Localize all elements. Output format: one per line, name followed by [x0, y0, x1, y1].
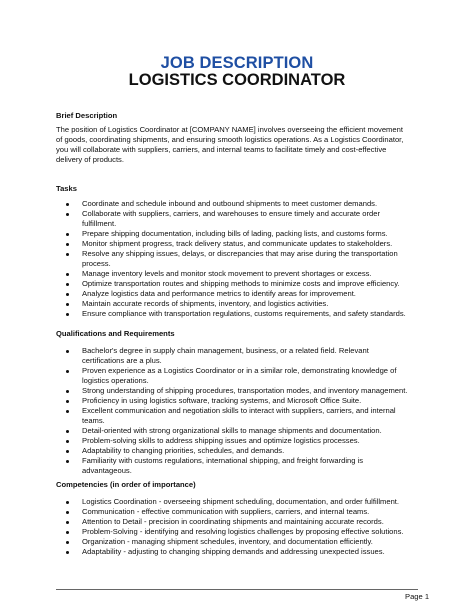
- list-item-text: Manage inventory levels and monitor stock movement to prevent shortages or excess.: [82, 269, 372, 278]
- list-item-text: certifications are a plus.: [82, 356, 162, 365]
- tasks-heading: Tasks: [56, 184, 77, 193]
- bullet-icon: [66, 350, 69, 353]
- list-item: [0, 396, 474, 406]
- list-item: [0, 527, 474, 537]
- bullet-icon: [66, 430, 69, 433]
- bullet-icon: [66, 243, 69, 246]
- list-item-text: Organization - managing shipment schedules, inventory, and documentation efficiently.: [82, 537, 373, 546]
- bullet-icon: [66, 233, 69, 236]
- list-item: [0, 537, 474, 547]
- page-number: Page 1: [405, 592, 430, 601]
- list-item-text: process.: [82, 259, 111, 268]
- bullet-icon: [66, 511, 69, 514]
- bullet-icon: [66, 531, 69, 534]
- list-item-text: Problem-Solving - identifying and resolving logistics challenges by proposing effective solutions.: [82, 527, 404, 536]
- list-item-text: Collaborate with suppliers, carriers, and warehouses to ensure timely and accurate order: [82, 209, 380, 218]
- paragraph-line: delivery of products.: [56, 155, 124, 164]
- bullet-icon: [66, 273, 69, 276]
- list-item-text: Excellent communication and negotiation skills to interact with suppliers, carriers, and internal: [82, 406, 396, 415]
- list-item: [0, 249, 474, 269]
- list-item-text: Adaptability - adjusting to changing shipping demands and addressing unexpected issues.: [82, 547, 385, 556]
- bullet-icon: [66, 303, 69, 306]
- list-item-text: Ensure compliance with transportation regulations, customs requirements, and safety standards.: [82, 309, 406, 318]
- list-item-text: Problem-solving skills to address shipping issues and optimize logistics processes.: [82, 436, 360, 445]
- list-item: [0, 547, 474, 557]
- list-item-text: fulfillment.: [82, 219, 117, 228]
- list-item: [0, 239, 474, 249]
- bullet-icon: [66, 283, 69, 286]
- tasks-list: [0, 199, 474, 319]
- list-item-text: Optimize transportation routes and shipping methods to minimize costs and improve efficiency.: [82, 279, 400, 288]
- list-item: [0, 386, 474, 396]
- list-item-text: advantageous.: [82, 466, 132, 475]
- list-item: [0, 269, 474, 279]
- bullet-icon: [66, 541, 69, 544]
- list-item-text: Familiarity with customs regulations, international shipping, and freight forwarding is: [82, 456, 364, 465]
- paragraph-line: you will collaborate with suppliers, carriers, and internal teams to facilitate timely and cost-effective: [56, 145, 387, 154]
- list-item: [0, 446, 474, 456]
- list-item: [0, 199, 474, 209]
- list-item-text: Prepare shipping documentation, including bills of lading, packing lists, and customs forms.: [82, 229, 388, 238]
- paragraph-line: The position of Logistics Coordinator at [COMPANY NAME] involves overseeing the efficient movement: [56, 125, 403, 134]
- list-item-text: Communication - effective communication with suppliers, carriers, and internal teams.: [82, 507, 370, 516]
- list-item-text: Strong understanding of shipping procedures, transportation modes, and inventory management.: [82, 386, 408, 395]
- list-item-text: Proven experience as a Logistics Coordinator or in a similar role, demonstrating knowledge of: [82, 366, 397, 375]
- list-item: [0, 436, 474, 446]
- bullet-icon: [66, 400, 69, 403]
- list-item: [0, 289, 474, 299]
- bullet-icon: [66, 460, 69, 463]
- list-item-text: Monitor shipment progress, track delivery status, and communicate updates to stakeholders.: [82, 239, 393, 248]
- list-item: [0, 497, 474, 507]
- list-item: [0, 426, 474, 436]
- list-item-text: logistics operations.: [82, 376, 149, 385]
- list-item-text: Coordinate and schedule inbound and outbound shipments to meet customer demands.: [82, 199, 378, 208]
- qualifications-heading: Qualifications and Requirements: [56, 329, 175, 338]
- paragraph-line: of goods, coordinating shipments, and ensuring smooth logistics operations. As a Logistics Coordinator,: [56, 135, 404, 144]
- brief-description-paragraph: [56, 125, 426, 165]
- list-item-text: Analyze logistics data and performance metrics to identify areas for improvement.: [82, 289, 356, 298]
- list-item: [0, 456, 474, 476]
- document-subtitle: LOGISTICS COORDINATOR: [128, 71, 346, 89]
- bullet-icon: [66, 253, 69, 256]
- list-item: [0, 406, 474, 426]
- competencies-list: [0, 497, 474, 557]
- bullet-icon: [66, 313, 69, 316]
- list-item: [0, 229, 474, 239]
- list-item-text: Bachelor's degree in supply chain management, business, or a related field. Relevant: [82, 346, 369, 355]
- qualifications-list: [0, 346, 474, 476]
- list-item-text: Logistics Coordination - overseeing shipment scheduling, documentation, and order fulfillment.: [82, 497, 400, 506]
- bullet-icon: [66, 370, 69, 373]
- bullet-icon: [66, 410, 69, 413]
- list-item: [0, 366, 474, 386]
- list-item: [0, 507, 474, 517]
- bullet-icon: [66, 293, 69, 296]
- list-item-text: Adaptability to changing priorities, schedules, and demands.: [82, 446, 285, 455]
- brief-description-heading: Brief Description: [56, 111, 118, 120]
- bullet-icon: [66, 450, 69, 453]
- list-item: [0, 309, 474, 319]
- bullet-icon: [66, 521, 69, 524]
- bullet-icon: [66, 213, 69, 216]
- bullet-icon: [66, 390, 69, 393]
- competencies-heading: Competencies (in order of importance): [56, 480, 196, 489]
- bullet-icon: [66, 501, 69, 504]
- list-item-text: Proficiency in using logistics software, tracking systems, and Microsoft Office Suite.: [82, 396, 362, 405]
- list-item-text: Attention to Detail - precision in coordinating shipments and maintaining accurate records.: [82, 517, 384, 526]
- bullet-icon: [66, 203, 69, 206]
- list-item-text: teams.: [82, 416, 105, 425]
- list-item-text: Maintain accurate records of shipments, inventory, and logistics activities.: [82, 299, 329, 308]
- list-item: [0, 209, 474, 229]
- footer-divider: [56, 589, 418, 590]
- list-item: [0, 279, 474, 289]
- list-item: [0, 346, 474, 366]
- list-item: [0, 299, 474, 309]
- bullet-icon: [66, 440, 69, 443]
- list-item: [0, 517, 474, 527]
- bullet-icon: [66, 551, 69, 554]
- list-item-text: Detail-oriented with strong organizational skills to manage shipments and documentation.: [82, 426, 382, 435]
- list-item-text: Resolve any shipping issues, delays, or discrepancies that may arise during the transportation: [82, 249, 398, 258]
- document-title: JOB DESCRIPTION: [160, 54, 314, 72]
